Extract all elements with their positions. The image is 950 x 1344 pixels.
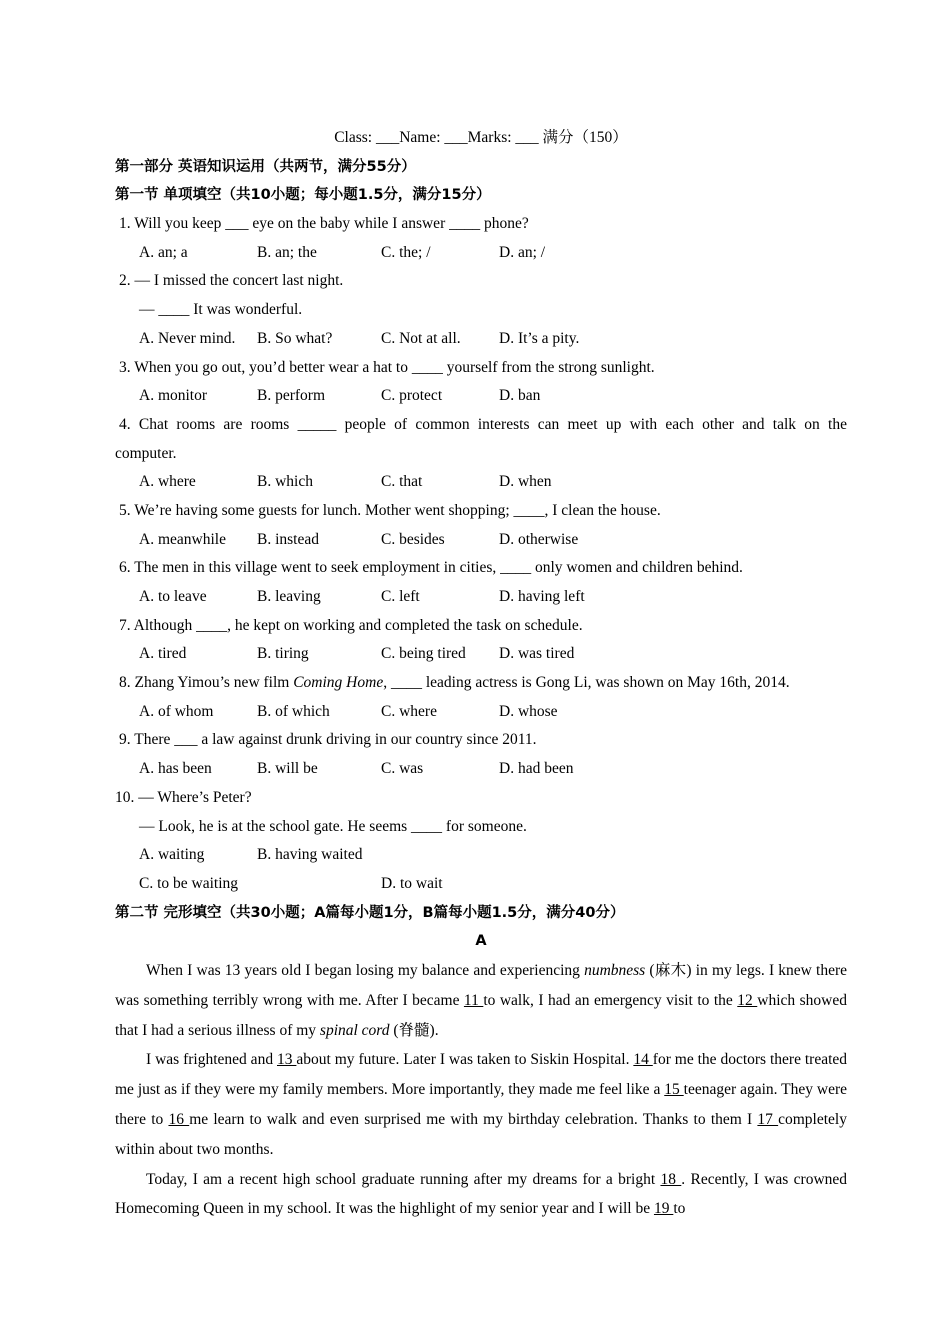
question-1-options bbox=[115, 239, 847, 268]
blank-15: 15 bbox=[664, 1081, 684, 1099]
question-10-options-row2 bbox=[115, 870, 847, 899]
blank-17: 17 bbox=[757, 1110, 779, 1128]
option-d: D. whose bbox=[499, 702, 558, 720]
question-2-stem: 2. — I missed the concert last night. bbox=[119, 272, 344, 290]
blank-19: 19 bbox=[653, 1200, 674, 1218]
option-d: D. having left bbox=[499, 588, 585, 605]
question-9-options bbox=[115, 755, 847, 784]
passage-paragraph-2 bbox=[115, 1045, 847, 1164]
option-d: D. when bbox=[499, 473, 552, 491]
part1-title: 第一部分 英语知识运用（共两节，满分55分） bbox=[115, 158, 416, 175]
option-b: B. having waited bbox=[257, 846, 363, 864]
option-a: A. tired bbox=[139, 645, 187, 663]
question-8-stem-post: , ____ leading actress is Gong Li, was shown on May 16th, 2014. bbox=[383, 674, 790, 692]
question-4-options bbox=[115, 468, 847, 497]
question-3-stem: 3. When you go out, you’d better wear a hat to ____ yourself from the strong sunlight. bbox=[119, 358, 655, 376]
blank-16: 16 bbox=[168, 1110, 190, 1128]
option-b: B. tiring bbox=[257, 645, 309, 663]
italic-term: numbness bbox=[584, 961, 646, 979]
text-run: about my future. Later I was taken to Siskin Hospital. bbox=[296, 1051, 634, 1069]
header-class-line: Class: ___Name: ___Marks: ___ 满分（150） bbox=[334, 129, 628, 146]
option-d: D. ban bbox=[499, 387, 541, 405]
question-5-stem: 5. We’re having some guests for lunch. Mother went shopping; ____, I clean the house. bbox=[119, 501, 661, 519]
option-d: D. had been bbox=[499, 760, 574, 778]
option-b: B. instead bbox=[257, 530, 319, 548]
option-b: B. an; the bbox=[257, 243, 317, 261]
option-c: C. to be waiting bbox=[139, 874, 239, 892]
text-run: completely within about two months. bbox=[115, 1110, 847, 1158]
exam-page bbox=[115, 124, 847, 1224]
option-d: D. was tired bbox=[499, 645, 575, 663]
text-run: to walk, I had an emergency visit to the bbox=[483, 991, 738, 1009]
passage-label: A bbox=[475, 933, 487, 950]
blank-12: 12 bbox=[737, 991, 758, 1009]
blank-13: 13 bbox=[276, 1051, 297, 1069]
option-a: A. where bbox=[139, 473, 196, 491]
passage-paragraph-1 bbox=[115, 956, 847, 1045]
option-c: C. Not at all. bbox=[381, 329, 461, 347]
question-7-options bbox=[115, 640, 847, 669]
text-run: teenager again. They were there to bbox=[115, 1081, 848, 1128]
option-b: B. of which bbox=[257, 702, 330, 720]
question-4-stem: 4. Chat rooms are rooms _____ people of common interests can meet up with each other and talk on the bbox=[119, 415, 847, 433]
option-d: D. to wait bbox=[381, 874, 443, 892]
option-a: A. to leave bbox=[139, 588, 207, 605]
question-8-options bbox=[115, 698, 847, 727]
option-c: C. was bbox=[381, 760, 424, 778]
option-b: B. So what? bbox=[257, 329, 333, 347]
option-a: A. an; a bbox=[139, 243, 188, 261]
text-run: Today, I am a recent high school graduate running after my dreams for a bright bbox=[146, 1170, 661, 1188]
option-a: A. meanwhile bbox=[139, 530, 226, 548]
option-c: C. the; / bbox=[381, 243, 431, 261]
option-a: A. monitor bbox=[139, 387, 208, 405]
option-c: C. being tired bbox=[381, 645, 466, 663]
option-d: D. otherwise bbox=[499, 530, 579, 548]
text-run: to bbox=[673, 1200, 686, 1218]
option-a: A. has been bbox=[139, 760, 212, 778]
section2-title: 第二节 完形填空（共30小题；A篇每小题1分，B篇每小题1.5分，满分40分） bbox=[115, 904, 625, 921]
passage-paragraph-3 bbox=[115, 1165, 847, 1225]
film-title: Coming Home bbox=[293, 674, 384, 692]
question-2-stem-reply: — ____ It was wonderful. bbox=[139, 301, 303, 319]
text-run: . Recently, I was crowned Homecoming Queen in my school. It was the highlight of my senior year and I will be bbox=[115, 1170, 848, 1218]
question-10-stem-reply: — Look, he is at the school gate. He seems ____ for someone. bbox=[139, 817, 527, 835]
blank-11: 11 bbox=[463, 991, 484, 1009]
question-5-options bbox=[115, 526, 847, 555]
text-run: which showed that I had a serious illness of my bbox=[115, 991, 847, 1039]
question-9-stem: 9. There ___ a law against drunk driving in our country since 2011. bbox=[119, 731, 537, 749]
option-c: C. where bbox=[381, 702, 437, 720]
option-b: B. which bbox=[257, 473, 313, 491]
question-2-options bbox=[115, 325, 847, 354]
question-6-stem: 6. The men in this village went to seek employment in cities, ____ only women and children behind. bbox=[119, 559, 743, 577]
option-c: C. that bbox=[381, 473, 423, 491]
option-c: C. protect bbox=[381, 387, 443, 405]
text-run: I was frightened and bbox=[146, 1051, 277, 1069]
option-a: A. of whom bbox=[139, 702, 214, 720]
option-d: D. an; / bbox=[499, 243, 546, 261]
option-d: D. It’s a pity. bbox=[499, 329, 580, 347]
text-run: (麻木) in my legs. I knew there was something terribly wrong with me. After I became bbox=[115, 961, 847, 1009]
option-c: C. besides bbox=[381, 530, 445, 548]
option-b: B. leaving bbox=[257, 588, 321, 605]
question-10-options-row1 bbox=[115, 841, 847, 870]
section1-title: 第一节 单项填空（共10小题；每小题1.5分，满分15分） bbox=[115, 187, 491, 204]
question-3-options bbox=[115, 382, 847, 411]
text-run: When I was 13 years old I began losing my balance and experiencing bbox=[146, 961, 585, 979]
question-10-stem: 10. — Where’s Peter? bbox=[115, 788, 252, 806]
question-1-stem: 1. Will you keep ___ eye on the baby while I answer ____ phone? bbox=[119, 215, 529, 233]
question-4-stem-cont: computer. bbox=[115, 444, 177, 462]
option-b: B. perform bbox=[257, 387, 326, 405]
italic-term: spinal cord bbox=[319, 1021, 390, 1039]
blank-14: 14 bbox=[633, 1051, 653, 1069]
option-a: A. waiting bbox=[139, 846, 205, 864]
question-6-options bbox=[115, 583, 847, 612]
option-a: A. Never mind. bbox=[139, 329, 236, 347]
blank-18: 18 bbox=[660, 1170, 682, 1188]
text-run: (脊髓). bbox=[389, 1021, 439, 1039]
option-c: C. left bbox=[381, 588, 420, 605]
question-8-stem bbox=[115, 669, 847, 698]
text-run: for me the doctors there treated me just as if they were my family members. More importantly, they made me feel like a bbox=[115, 1051, 848, 1099]
option-b: B. will be bbox=[257, 760, 318, 778]
question-8-stem-pre: 8. Zhang Yimou’s new film bbox=[119, 674, 294, 692]
text-run: me learn to walk and even surprised me with my birthday celebration. Thanks to them I bbox=[189, 1110, 758, 1128]
question-7-stem: 7. Although ____, he kept on working and completed the task on schedule. bbox=[119, 616, 583, 634]
